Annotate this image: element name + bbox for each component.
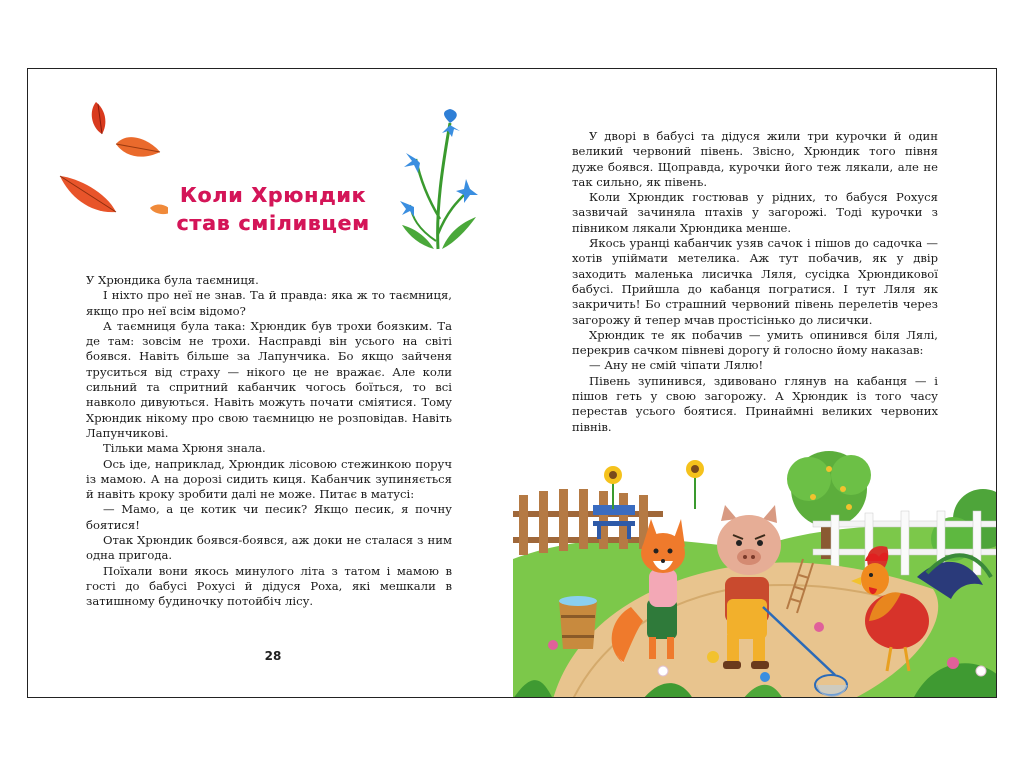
left-page-text	[86, 273, 452, 610]
paragraph: Півень зупинився, здивовано глянув на кабанця — і пішов геть у свою загорожу. А Хрюндик із того часу перестав усього боятися. Принаймні великих червоних півнів.	[572, 373, 938, 434]
paragraph: Коли Хрюндик гостював у рідних, то бабуся Рохуся зазвичай зачиняла птахів у загорожі. Тоді курочки з півником лякали Хрюндика менше.	[572, 190, 938, 235]
autumn-leaf-icon	[150, 205, 168, 215]
paragraph: А таємниця була така: Хрюндик був трохи боязким. Та де там: зовсім не трохи. Насправді він усього на світі боявся. Навіть більше за Лапунчика. Бо якщо зайченя труситься від страху — нікого це не вражає. Але коли сильний та спритний кабанчик чогось боїться, то всі навколо дивуються. Навіть можуть почати сміятися. Тому Хрюндик нікому про свою таємницю не розповідав. Навіть Лапунчикові.	[86, 318, 452, 440]
right-page-text	[572, 129, 938, 435]
chapter-title	[168, 181, 378, 237]
paragraph: Тільки мама Хрюня знала.	[103, 441, 266, 456]
paragraph: — Мамо, а це котик чи песик? Якщо песик, я почну боятися!	[86, 502, 452, 532]
chapter-title-line-2: став сміливцем	[176, 210, 370, 235]
page-number: 28	[264, 649, 282, 663]
autumn-leaf-icon	[92, 102, 106, 134]
paragraph: — Ану не смій чіпати Лялю!	[589, 358, 764, 373]
bluebell-flower-icon	[398, 109, 478, 254]
bucket	[559, 596, 597, 649]
right-page	[513, 69, 997, 697]
left-page	[28, 69, 513, 697]
paragraph: У дворі в бабусі та дідуся жили три курочки й один великий червоний півень. Звісно, Хрюндик того півня дуже боявся. Щоправда, курочки його теж лякали, але не так сильно, як півень.	[572, 129, 938, 189]
paragraph: Отак Хрюндик боявся-боявся, аж доки не сталася з ним одна пригода.	[86, 533, 452, 563]
autumn-leaf-icon	[116, 137, 160, 157]
paragraph: У Хрюндика була таємниця.	[86, 273, 259, 287]
paragraph: І ніхто про неї не знав. Та й правда: яка ж то таємниця, якщо про неї всім відомо?	[86, 288, 452, 318]
autumn-leaves-decoration	[58, 94, 168, 224]
paragraph: Ось іде, наприклад, Хрюндик лісовою стежинкою поруч із мамою. А на дорозі сидить киця. Кабанчик зупиняється й навіть кроку зробити далі не може. Питає в матусі:	[86, 456, 452, 502]
story-illustration	[513, 449, 997, 698]
autumn-leaf-icon	[60, 176, 116, 212]
paragraph: Якось уранці кабанчик узяв сачок і пішов до садочка — хотів упіймати метелика. Аж тут побачив, як у двір заходить маленька лисичка Ляля, сусідка Хрюндикової бабусі. Прийшла до кабанця погратися. І тут Ляля як закричить! Бо страшний червоний півень перелетів через загорожу й тепер мчав простісінько до лисички.	[572, 236, 938, 327]
paragraph: Хрюндик те як побачив — умить опинився біля Лялі, перекрив сачком півневі дорогу й голосно йому наказав:	[572, 327, 938, 358]
chapter-title-line-1: Коли Хрюндик	[179, 182, 367, 207]
book-spread	[27, 68, 997, 698]
paragraph: Поїхали вони якось минулого літа з татом і мамою в гості до бабусі Рохусі й дідуся Роха, які мешкали в затишному будиночку потойбіч лісу.	[86, 563, 452, 609]
